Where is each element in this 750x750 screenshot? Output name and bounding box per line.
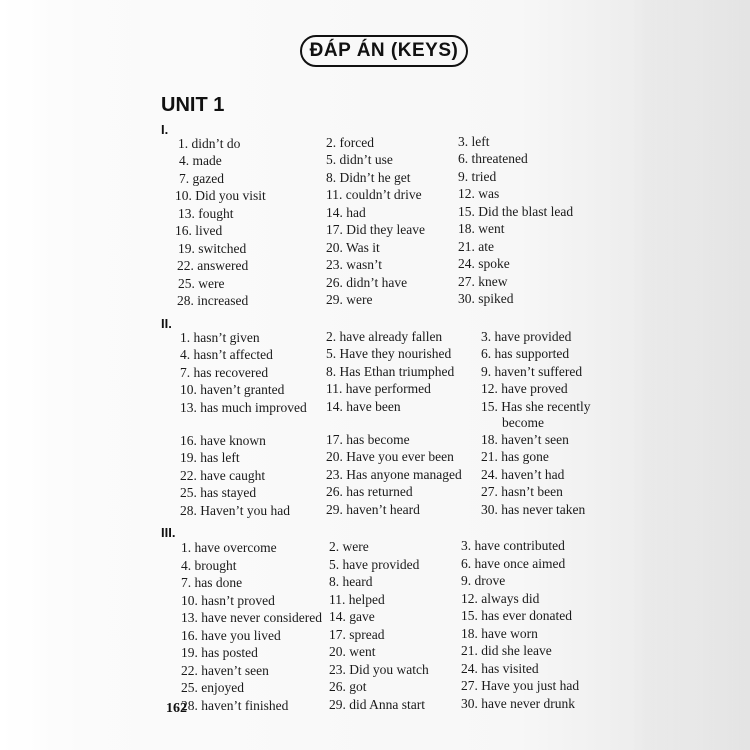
answer-item: 24. haven’t had	[481, 466, 565, 482]
answer-item: 17. Did they leave	[326, 222, 425, 238]
answer-item: 22. haven’t seen	[181, 662, 269, 678]
answer-item: 8. Didn’t he get	[326, 170, 411, 186]
answer-item: 20. Have you ever been	[326, 449, 454, 465]
answer-item: 15. has ever donated	[461, 607, 572, 623]
answer-item: 11. couldn’t drive	[326, 187, 422, 203]
answer-item: 7. has recovered	[180, 365, 269, 380]
answer-item: 29. haven’t heard	[326, 502, 420, 518]
answer-item: 28. increased	[177, 293, 249, 309]
answer-item: 24. has visited	[461, 660, 539, 676]
answer-item: 9. tried	[458, 169, 497, 185]
answer-item: 30. has never taken	[481, 501, 586, 517]
answer-item: 22. have caught	[180, 468, 266, 483]
answer-item: 8. Has Ethan triumphed	[326, 364, 455, 380]
answer-item: 3. left	[458, 134, 490, 150]
answer-item: 16. lived	[175, 223, 223, 239]
answer-item: 26. has returned	[326, 484, 413, 500]
answer-item: 13. fought	[178, 206, 234, 221]
answer-item: 1. hasn’t given	[180, 330, 260, 345]
answer-item: 18. went	[458, 221, 505, 237]
answer-item: 15. Did the blast lead	[458, 204, 574, 220]
page-edge-shadow	[630, 0, 750, 750]
answer-item: 5. Have they nourished	[326, 346, 452, 362]
answer-item: 28. Haven’t you had	[180, 503, 290, 518]
answer-item: 14. had	[326, 205, 366, 221]
page-number: 162	[166, 701, 187, 716]
answer-item: 15. Has she recently	[481, 398, 591, 414]
answer-item: 10. hasn’t proved	[181, 592, 275, 608]
answer-item: 17. spread	[329, 626, 385, 642]
answer-item: 22. answered	[177, 258, 249, 274]
answer-item: 4. brought	[181, 557, 237, 573]
answer-item: 18. haven’t seen	[481, 431, 569, 447]
answer-item: 19. has left	[180, 450, 240, 465]
answer-item: 19. switched	[178, 241, 247, 256]
answer-item: 9. haven’t suffered	[481, 363, 583, 379]
answer-item: 27. Have you just had	[461, 677, 580, 693]
answer-item: 26. got	[329, 678, 367, 694]
answer-item: 29. were	[326, 292, 373, 308]
answer-item: 5. didn’t use	[326, 152, 393, 168]
answer-item: 1. have overcome	[181, 539, 277, 555]
answer-item: 12. have proved	[481, 380, 568, 396]
answer-item: 30. spiked	[458, 291, 514, 307]
answer-item: 23. wasn’t	[326, 257, 382, 273]
answer-item: 12. always did	[461, 590, 540, 606]
answer-item: 6. has supported	[481, 345, 570, 361]
answer-item: 10. haven’t granted	[180, 382, 285, 397]
answer-item: 29. did Anna start	[329, 696, 425, 712]
answer-item: 14. gave	[329, 608, 375, 624]
answer-item: 16. have you lived	[181, 627, 281, 643]
answer-item: 25. has stayed	[180, 485, 257, 500]
answer-item: 21. ate	[458, 239, 494, 255]
answer-item: 27. knew	[458, 274, 508, 290]
answer-item: 12. was	[458, 186, 500, 202]
answer-item: 1. didn’t do	[178, 136, 241, 151]
answer-item: 3. have provided	[481, 328, 572, 344]
answer-item: 9. drove	[461, 572, 506, 588]
unit-heading: UNIT 1	[161, 94, 225, 116]
answer-item: 6. threatened	[458, 151, 528, 167]
answer-item: 7. gazed	[179, 171, 224, 186]
answer-item: 6. have once aimed	[461, 555, 566, 571]
answer-item: 27. hasn’t been	[481, 483, 563, 499]
answer-item: 21. did she leave	[461, 642, 552, 658]
answer-item: 10. Did you visit	[175, 188, 266, 204]
answer-item: 3. have contributed	[461, 537, 565, 553]
answer-item: 30. have never drunk	[461, 695, 575, 711]
answer-item: 13. have never considered	[181, 609, 322, 625]
answer-item: 28. haven’t finished	[181, 697, 289, 713]
answer-item: 21. has gone	[481, 448, 549, 464]
answer-item: 11. have performed	[326, 381, 431, 397]
answer-item: 11. helped	[329, 591, 385, 607]
answer-item: 16. have known	[180, 433, 266, 448]
answer-item: 7. has done	[181, 574, 243, 590]
answer-item: 2. were	[329, 538, 369, 554]
answer-item: 13. has much improved	[180, 400, 307, 415]
answer-item: 24. spoke	[458, 256, 510, 272]
answer-item: 18. have worn	[461, 625, 538, 641]
answer-item: 20. Was it	[326, 240, 380, 256]
answer-item: 5. have provided	[329, 556, 420, 572]
answer-item: 2. have already fallen	[326, 329, 443, 345]
answer-item: 23. Did you watch	[329, 661, 429, 677]
answer-item: 25. enjoyed	[181, 679, 244, 695]
section-label: I.	[161, 122, 169, 137]
answer-item: 25. were	[178, 276, 225, 291]
answer-item: 23. Has anyone managed	[326, 467, 462, 483]
answer-item: 17. has become	[326, 432, 410, 448]
answer-item: 26. didn’t have	[326, 275, 408, 291]
answer-item: 19. has posted	[181, 644, 258, 660]
answer-item-continuation: become	[502, 415, 544, 430]
section-label: II.	[161, 316, 172, 331]
answer-item: 14. have been	[326, 399, 401, 415]
page-title: ĐÁP ÁN (KEYS)	[300, 35, 468, 67]
section-label: III.	[161, 525, 176, 540]
answer-item: 4. hasn’t affected	[180, 347, 273, 362]
answer-item: 2. forced	[326, 135, 374, 151]
answer-item: 20. went	[329, 643, 376, 659]
answer-item: 8. heard	[329, 573, 373, 589]
answer-item: 4. made	[179, 153, 222, 168]
